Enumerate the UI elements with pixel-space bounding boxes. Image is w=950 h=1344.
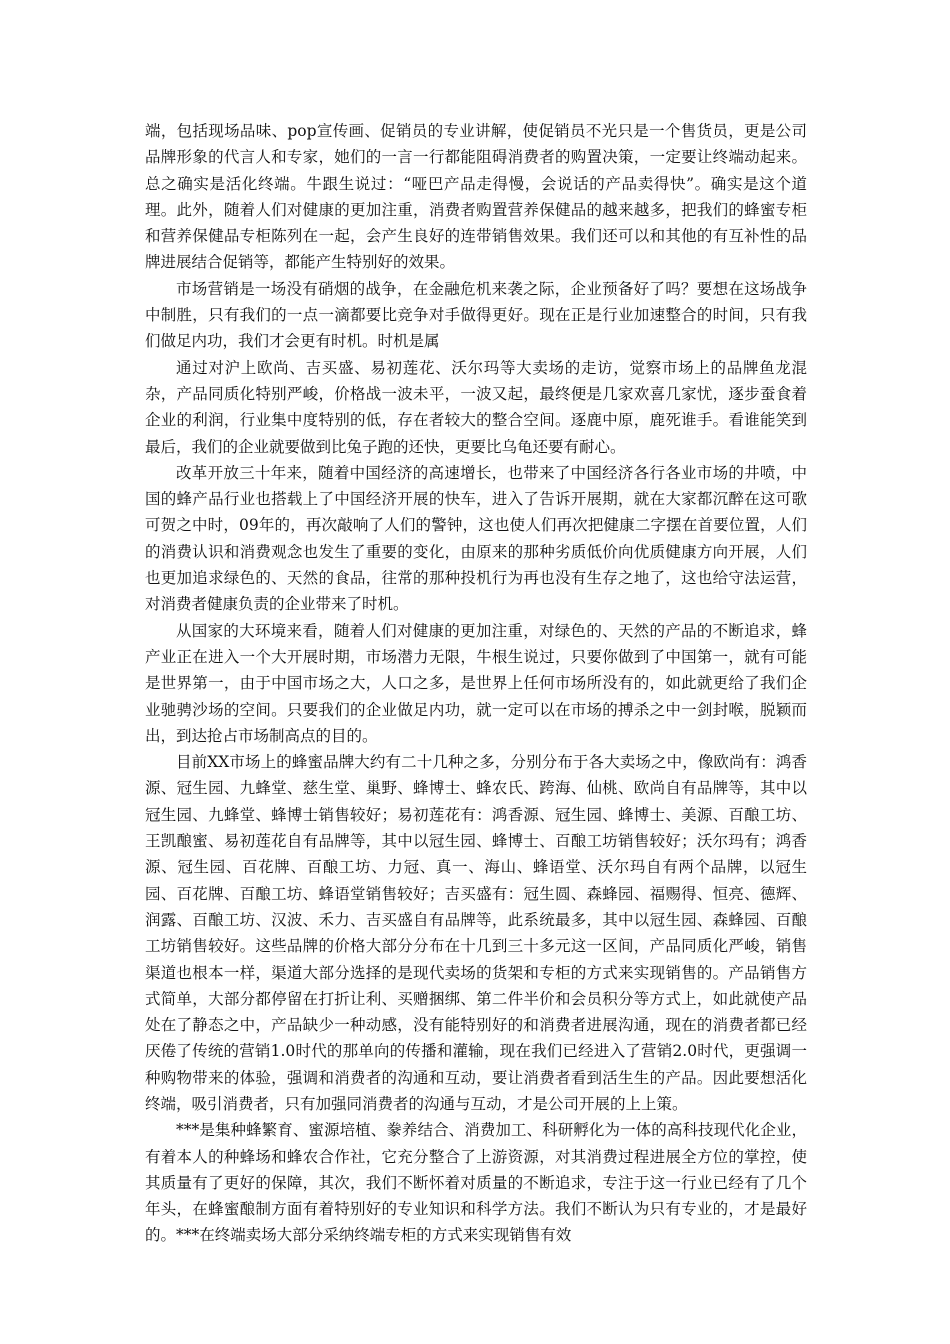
paragraph-1: 端，包括现场品味、pop宣传画、促销员的专业讲解，使促销员不光只是一个售货员，更是公司品牌形象的代言人和专家，她们的一言一行都能阻碍消费者的购置决策，一定要让终端动起来。总之确实是活化终端。牛跟生说过：“哑巴产品走得慢，会说话的产品卖得快”。确实是这个道理。此外，随着人们对健康的更加注重，消费者购置营养保健品的越来越多，把我们的蜂蜜专柜和营养保健品专柜陈列在一起，会产生良好的连带销售效果。我们还可以和其他的有互补性的品牌进展结合促销等，都能产生特别好的效果。 bbox=[145, 122, 807, 272]
paragraph-5: 从国家的大环境来看，随着人们对健康的更加注重，对绿色的、天然的产品的不断追求，蜂产业正在进入一个大开展时期，市场潜力无限，牛根生说过，只要你做到了中国第一，就有可能是世界第一，由于中国市场之大，人口之多，是世界上任何市场所没有的，如此就更给了我们企业驰骋沙场的空间。只要我们的企业做足内功，就一定可以在市场的搏杀之中一剑封喉，脱颖而出，到达抢占市场制高点的目的。 bbox=[145, 621, 807, 745]
document-body bbox=[145, 118, 807, 1249]
paragraph-3: 通过对沪上欧尚、吉买盛、易初莲花、沃尔玛等大卖场的走访，觉察市场上的品牌鱼龙混杂，产品同质化特别严峻，价格战一波未平，一波又起，最终便是几家欢喜几家忧，逐步蚕食着企业的利润，行业集中度特别的低，存在者较大的整合空间。逐鹿中原，鹿死谁手。看谁能笑到最后，我们的企业就要做到比兔子跑的还快，更要比乌龟还要有耐心。 bbox=[145, 358, 807, 456]
paragraph-2: 市场营销是一场没有硝烟的战争，在金融危机来袭之际，企业预备好了吗？要想在这场战争中制胜，只有我们的一点一滴都要比竞争对手做得更好。现在正是行业加速整合的时间，只有我们做足内功，我们才会更有时机。时机是属 bbox=[145, 279, 807, 351]
paragraph-4: 改革开放三十年来，随着中国经济的高速增长，也带来了中国经济各行各业市场的井喷，中国的蜂产品行业也搭载上了中国经济开展的快车，进入了告诉开展期，就在大家都沉醉在这可歌可贺之中时，09年的，再次敲响了人们的警钟，这也使人们再次把健康二字摆在首要位置，人们的消费认识和消费观念也发生了重要的变化，由原来的那种劣质低价向优质健康方向开展，人们也更加追求绿色的、天然的食品，往常的那种投机行为再也没有生存之地了，这也给守法运营，对消费者健康负责的企业带来了时机。 bbox=[145, 463, 807, 614]
paragraph-6: 目前XX市场上的蜂蜜品牌大约有二十几种之多，分别分布于各大卖场之中，像欧尚有：鸿香源、冠生园、九蜂堂、慈生堂、巢野、蜂博士、蜂农氏、跨海、仙桃、欧尚自有品牌等，其中以冠生园、九蜂堂、蜂博士销售较好；易初莲花有：鸿香源、冠生园、蜂博士、美源、百酿工坊、王凯酿蜜、易初莲花自有品牌等，其中以冠生园、蜂博士、百酿工坊销售较好；沃尔玛有；鸿香源、冠生园、百花牌、百酿工坊、力冠、真一、海山、蜂语堂、沃尔玛自有两个品牌，以冠生园、百花牌、百酿工坊、蜂语堂销售较好；吉买盛有：冠生圆、森蜂园、福赐得、恒亮、德辉、润露、百酿工坊、汉波、禾力、吉买盛自有品牌等，此系统最多，其中以冠生园、森蜂园、百酿工坊销售较好。这些品牌的价格大部分分布在十几到三十多元这一区间，产品同质化严峻，销售渠道也根本一样，渠道大部分选择的是现代卖场的货架和专柜的方式来实现销售的。产品销售方式简单，大部分都停留在打折让利、买赠捆绑、第二件半价和会员积分等方式上，如此就使产品处在了静态之中，产品缺少一种动感，没有能特别好的和消费者进展沟通，现在的消费者都已经厌倦了传统的营销1.0时代的那单向的传播和灌输，现在我们已经进入了营销2.0时代，更强调一种购物带来的体验，强调和消费者的沟通和互动，要让消费者看到活生生的产品。因此要想活化终端，吸引消费者，只有加强同消费者的沟通与互动，才是公司开展的上上策。 bbox=[145, 753, 807, 1113]
paragraph-7: ***是集种蜂繁育、蜜源培植、豢养结合、消费加工、科研孵化为一体的高科技现代化企业，有着本人的种蜂场和蜂农合作社，它充分整合了上游资源，对其消费过程进展全方位的掌控，使其质量有了更好的保障，其次，我们不断怀着对质量的不断追求，专注于这一行业已经有了几个年头，在蜂蜜酿制方面有着特别好的专业知识和科学方法。我们不断认为只有专业的，才是最好的。***在终端卖场大部分采纳终端专柜的方式来实现销售有效 bbox=[145, 1121, 807, 1245]
